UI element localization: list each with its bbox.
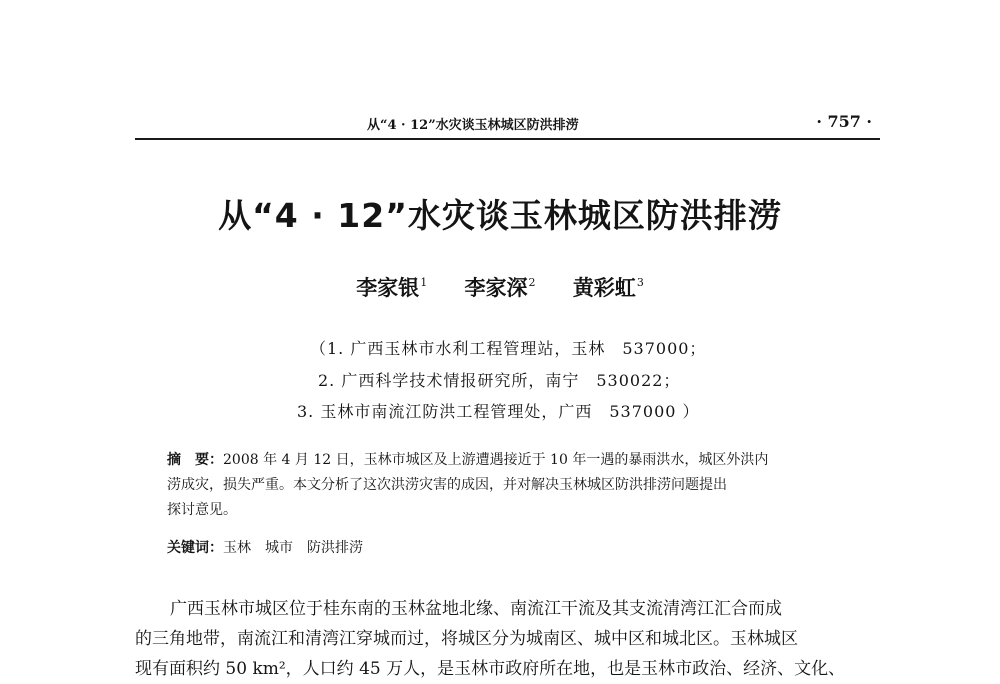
affiliation-mark: 2 bbox=[528, 276, 536, 289]
affiliation-3: 3. 玉林市南流江防洪工程管理处，广西 537000 ） bbox=[297, 402, 700, 421]
author-list bbox=[0, 272, 1000, 302]
author-name: 李家银 bbox=[356, 275, 420, 300]
abstract-line: 涝成灾，损失严重。本文分析了这次洪涝灾害的成因，并对解决玉林城区防洪排涝问题提出 bbox=[167, 477, 727, 493]
running-title: 从“4 · 12”水灾谈玉林城区防洪排涝 bbox=[367, 118, 579, 133]
affiliation-2: 2. 广西科学技术情报研究所，南宁 530022； bbox=[318, 371, 681, 390]
page-number: · 757 · bbox=[816, 112, 872, 131]
author-name: 黄彩虹 bbox=[572, 275, 636, 300]
keywords-label: 关键词： bbox=[167, 540, 223, 556]
body-line: 的三角地带，南流江和清湾江穿城而过，将城区分为城南区、城中区和城北区。玉林城区 bbox=[135, 629, 798, 649]
keywords bbox=[167, 537, 377, 557]
body-line: 广西玉林市城区位于桂东南的玉林盆地北缘、南流江干流及其支流清湾江汇合而成 bbox=[170, 599, 782, 619]
abstract-line bbox=[167, 448, 857, 473]
author-3 bbox=[573, 272, 644, 302]
body-line: 现有面积约 50 km²，人口约 45 万人，是玉林市政府所在地，也是玉林市政治、经济、文化、 bbox=[135, 659, 846, 679]
abstract bbox=[167, 448, 857, 523]
affiliation-1: （1. 广西玉林市水利工程管理站，玉林 537000； bbox=[310, 339, 707, 358]
keyword: 城市 bbox=[265, 540, 293, 556]
running-header bbox=[135, 112, 880, 140]
body-paragraph bbox=[135, 594, 885, 684]
author-1 bbox=[356, 272, 427, 302]
article-title: 从“4 · 12”水灾谈玉林城区防洪排涝 bbox=[218, 196, 782, 235]
keyword: 玉林 bbox=[223, 540, 251, 556]
abstract-line: 探讨意见。 bbox=[167, 502, 237, 518]
abstract-label: 摘 要： bbox=[167, 452, 223, 468]
keyword: 防洪排涝 bbox=[307, 540, 363, 556]
affiliation-mark: 3 bbox=[636, 276, 644, 289]
affiliation-mark: 1 bbox=[420, 276, 428, 289]
author-2 bbox=[465, 272, 536, 302]
abstract-text: 2008 年 4 月 12 日，玉林市城区及上游遭遇接近于 10 年一遇的暴雨洪水，城区外洪内 bbox=[223, 452, 769, 468]
author-name: 李家深 bbox=[464, 275, 528, 300]
